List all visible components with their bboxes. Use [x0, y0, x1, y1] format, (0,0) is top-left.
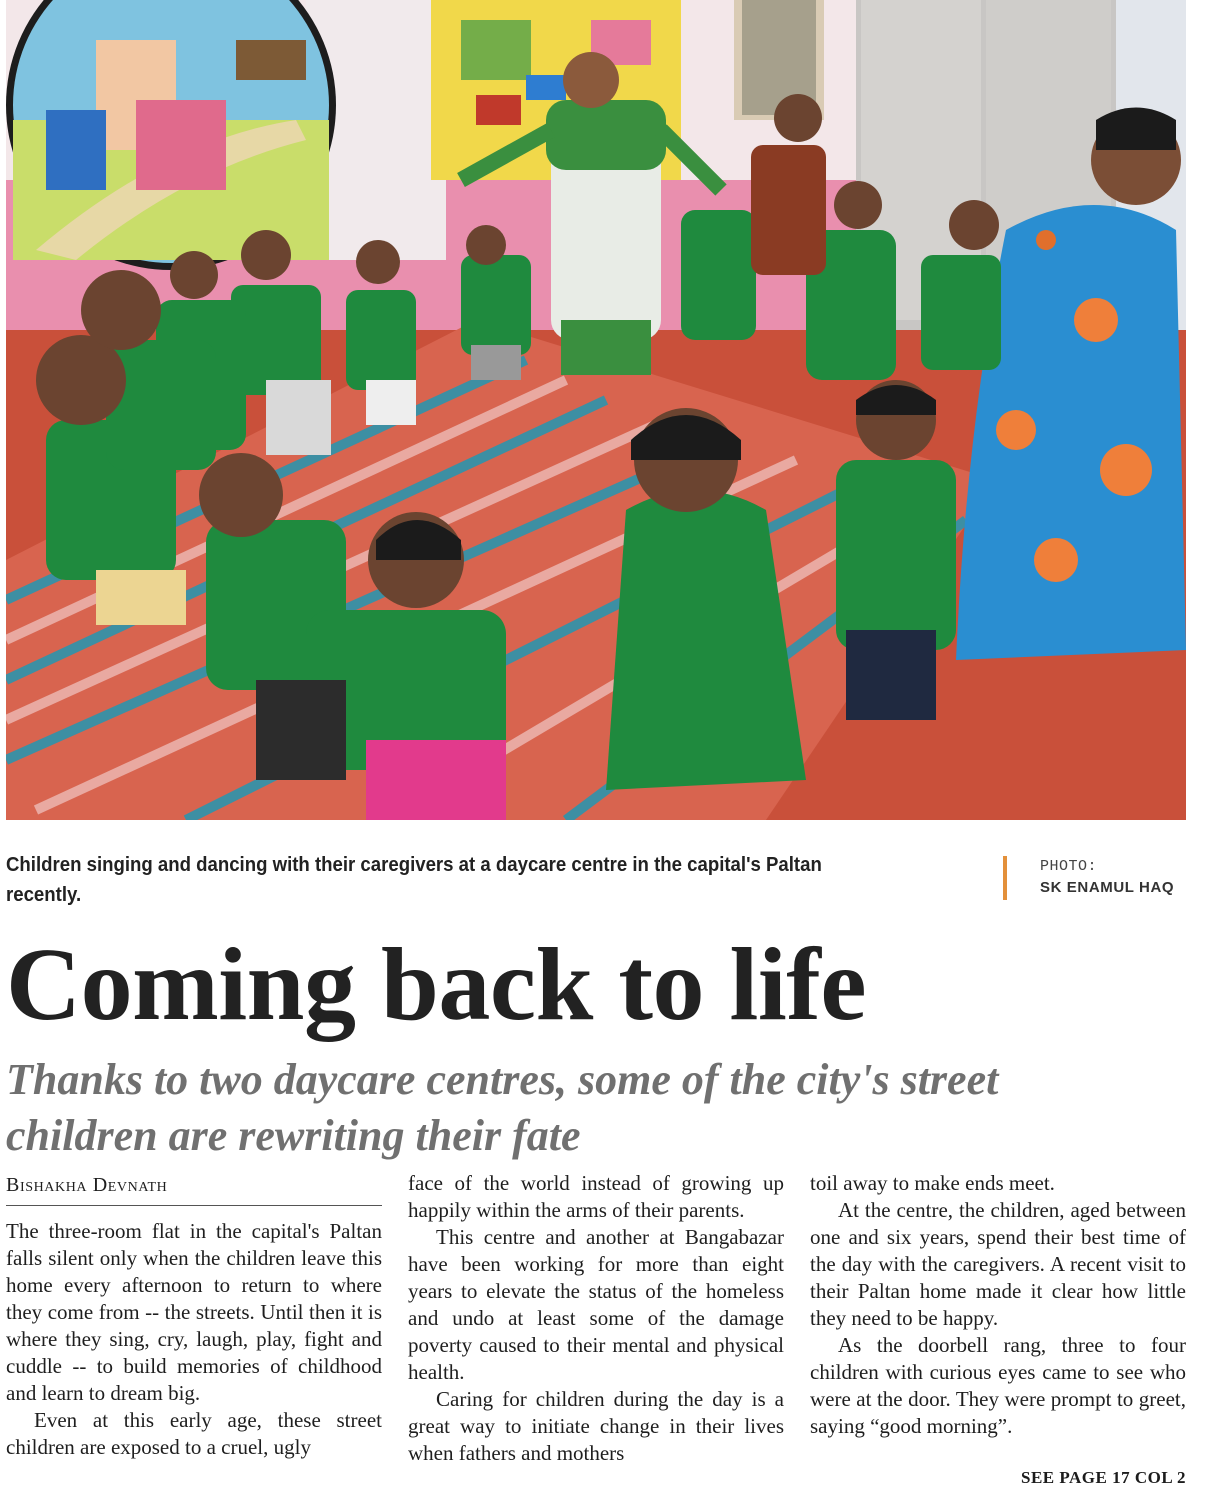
byline: Bishakha Devnath: [6, 1168, 382, 1206]
paragraph: At the centre, the children, aged between one and six years, spend their best time of the day with the caregivers. A recent visit to their Paltan home made it clear how little they need to be happy.: [810, 1198, 1186, 1330]
article-column-1: [6, 1168, 382, 1461]
continuation-jump-line[interactable]: SEE PAGE 17 COL 2: [1021, 1468, 1186, 1487]
daycare-photo-illustration: [6, 0, 1186, 820]
article-column-3: [810, 1170, 1186, 1440]
paragraph: The three-room flat in the capital's Paltan falls silent only when the children leave this home every afternoon to return to where they come from -- the streets. Until then it is where they sing, cry, laugh, play, fight and cuddle -- to build memories of childhood and learn to dream big.: [6, 1219, 382, 1405]
photo-credit-label: PHOTO:: [1040, 858, 1098, 875]
photo-credit-name: SK ENAMUL HAQ: [1040, 879, 1175, 896]
headline: Coming back to life: [6, 927, 867, 1042]
paragraph: Even at this early age, these street children are exposed to a cruel, ugly: [6, 1408, 382, 1459]
news-photo: [6, 0, 1186, 820]
paragraph: face of the world instead of growing up happily within the arms of their parents.: [408, 1171, 784, 1222]
article-column-2: [408, 1170, 784, 1467]
deck-subheadline: Thanks to two daycare centres, some of the city's street children are rewriting their fate: [6, 1055, 999, 1160]
paragraph: toil away to make ends meet.: [810, 1171, 1055, 1195]
credit-accent-bar: [1003, 856, 1007, 900]
paragraph: This centre and another at Bangabazar have been working for more than eight years to elevate the status of the homeless and undo at least some of the damage poverty caused to their mental and physical health.: [408, 1225, 784, 1384]
photo-caption: Children singing and dancing with their caregivers at a daycare centre in the capital's Paltan recently.: [6, 854, 822, 906]
paragraph: Caring for children during the day is a great way to initiate change in their lives when fathers and mothers: [408, 1387, 784, 1465]
paragraph: As the doorbell rang, three to four children with curious eyes came to see who were at the door. They were prompt to greet, saying “good morning”.: [810, 1333, 1186, 1438]
